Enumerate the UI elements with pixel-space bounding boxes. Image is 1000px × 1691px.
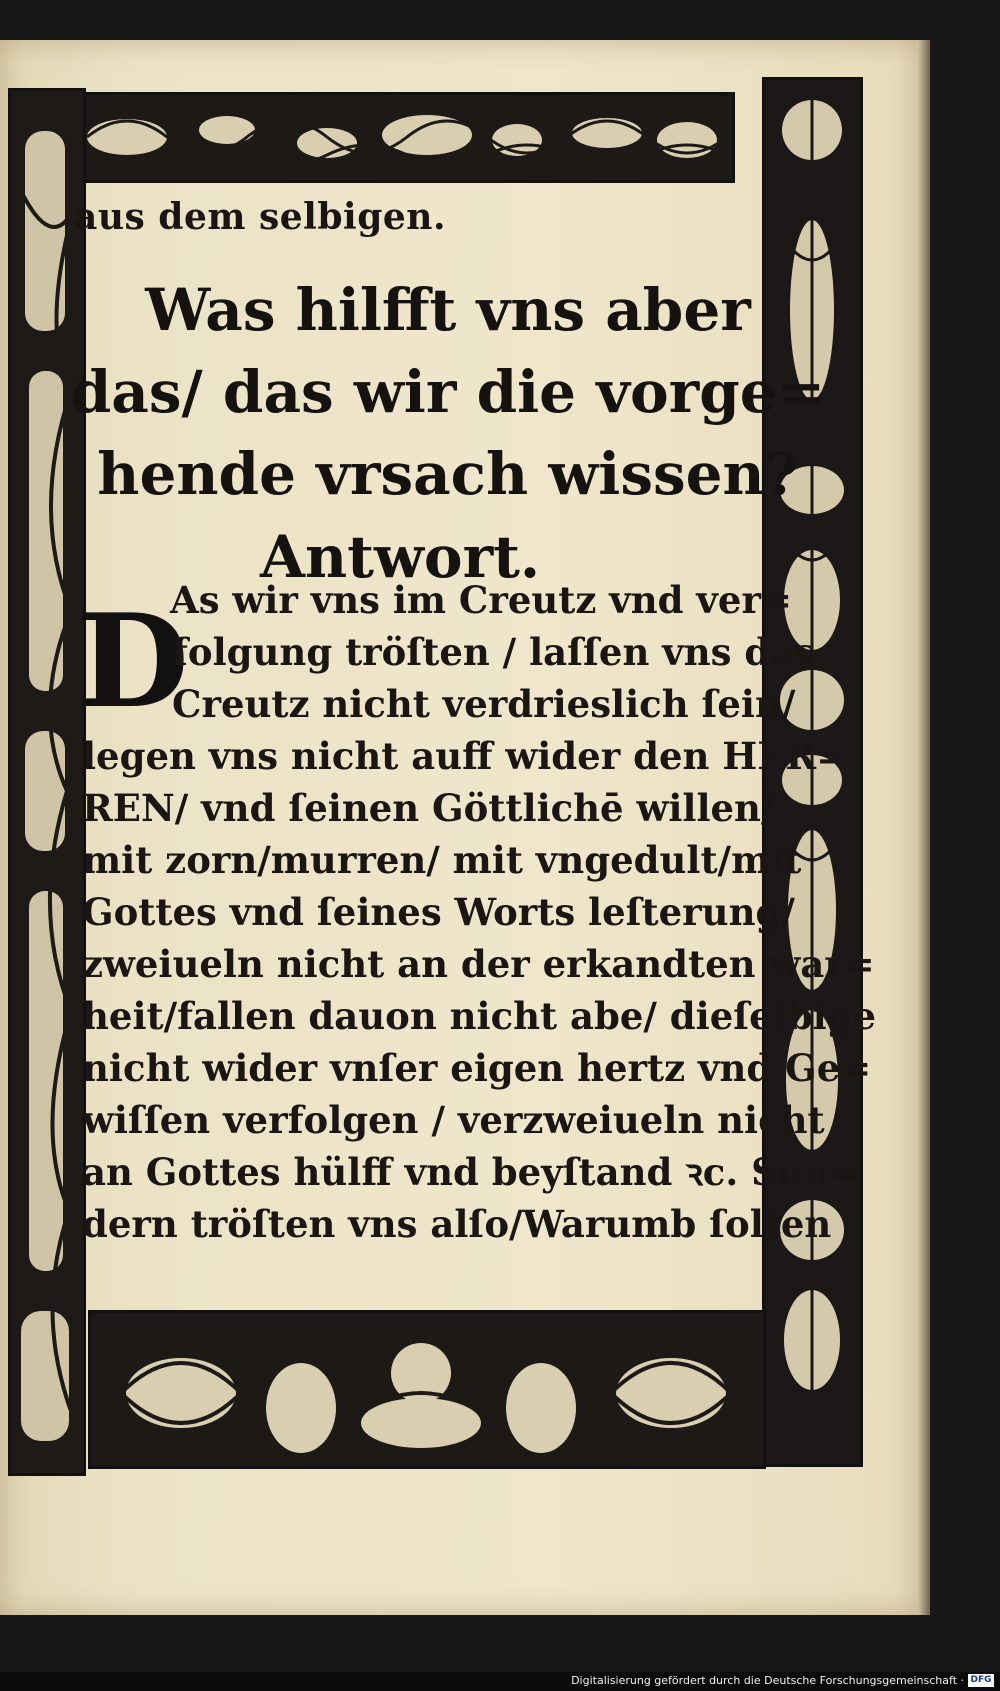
body-line: nicht wider vnſer eigen hertz vnd Ge=: [82, 1046, 872, 1090]
body-line: heit/fallen dauon nicht abe/ dieſelbige: [82, 994, 877, 1038]
digitization-credit: Digitalisierung gefördert durch die Deutsche Forschungsgemeinschaft ·: [571, 1674, 964, 1687]
question-heading-line-2: das/ das wir die vorge=: [70, 358, 826, 426]
answer-label: Antwort.: [260, 523, 541, 591]
body-line: mit zorn/murren/ mit vngedult/mit: [82, 838, 802, 882]
woodcut-border-top: [64, 92, 735, 183]
question-heading-line-1: Was hilfft vns aber: [145, 276, 751, 344]
running-text: aus dem selbigen.: [74, 196, 446, 238]
body-line: Gottes vnd ſeines Worts leſterung/: [82, 890, 795, 934]
body-line: As wir vns im Creutz vnd ver=: [170, 578, 792, 622]
body-line: zweiueln nicht an der erkandten war=: [82, 942, 875, 986]
body-line: dern tröſten vns alſo/Warumb ſolten: [82, 1202, 832, 1246]
body-line: wiſſen verfolgen / verzweiueln nicht: [82, 1098, 825, 1142]
body-line: Creutz nicht verdrieslich ſein/: [172, 682, 796, 726]
drop-cap: D: [78, 587, 189, 737]
body-line: legen vns nicht auff wider den HER=: [82, 734, 848, 778]
question-heading-line-3: hende vrsach wissen?: [97, 440, 799, 508]
dfg-logo: DFG: [968, 1674, 994, 1687]
body-line: an Gottes hülff vnd beyſtand ꝛc. Son=: [82, 1150, 861, 1194]
page-edge: [918, 40, 930, 1615]
body-line: REN/ vnd ſeinen Göttlichē willen/: [82, 786, 775, 830]
woodcut-border-bottom: [88, 1310, 766, 1469]
body-line: folgung tröſten / laſſen vns das: [172, 630, 816, 674]
